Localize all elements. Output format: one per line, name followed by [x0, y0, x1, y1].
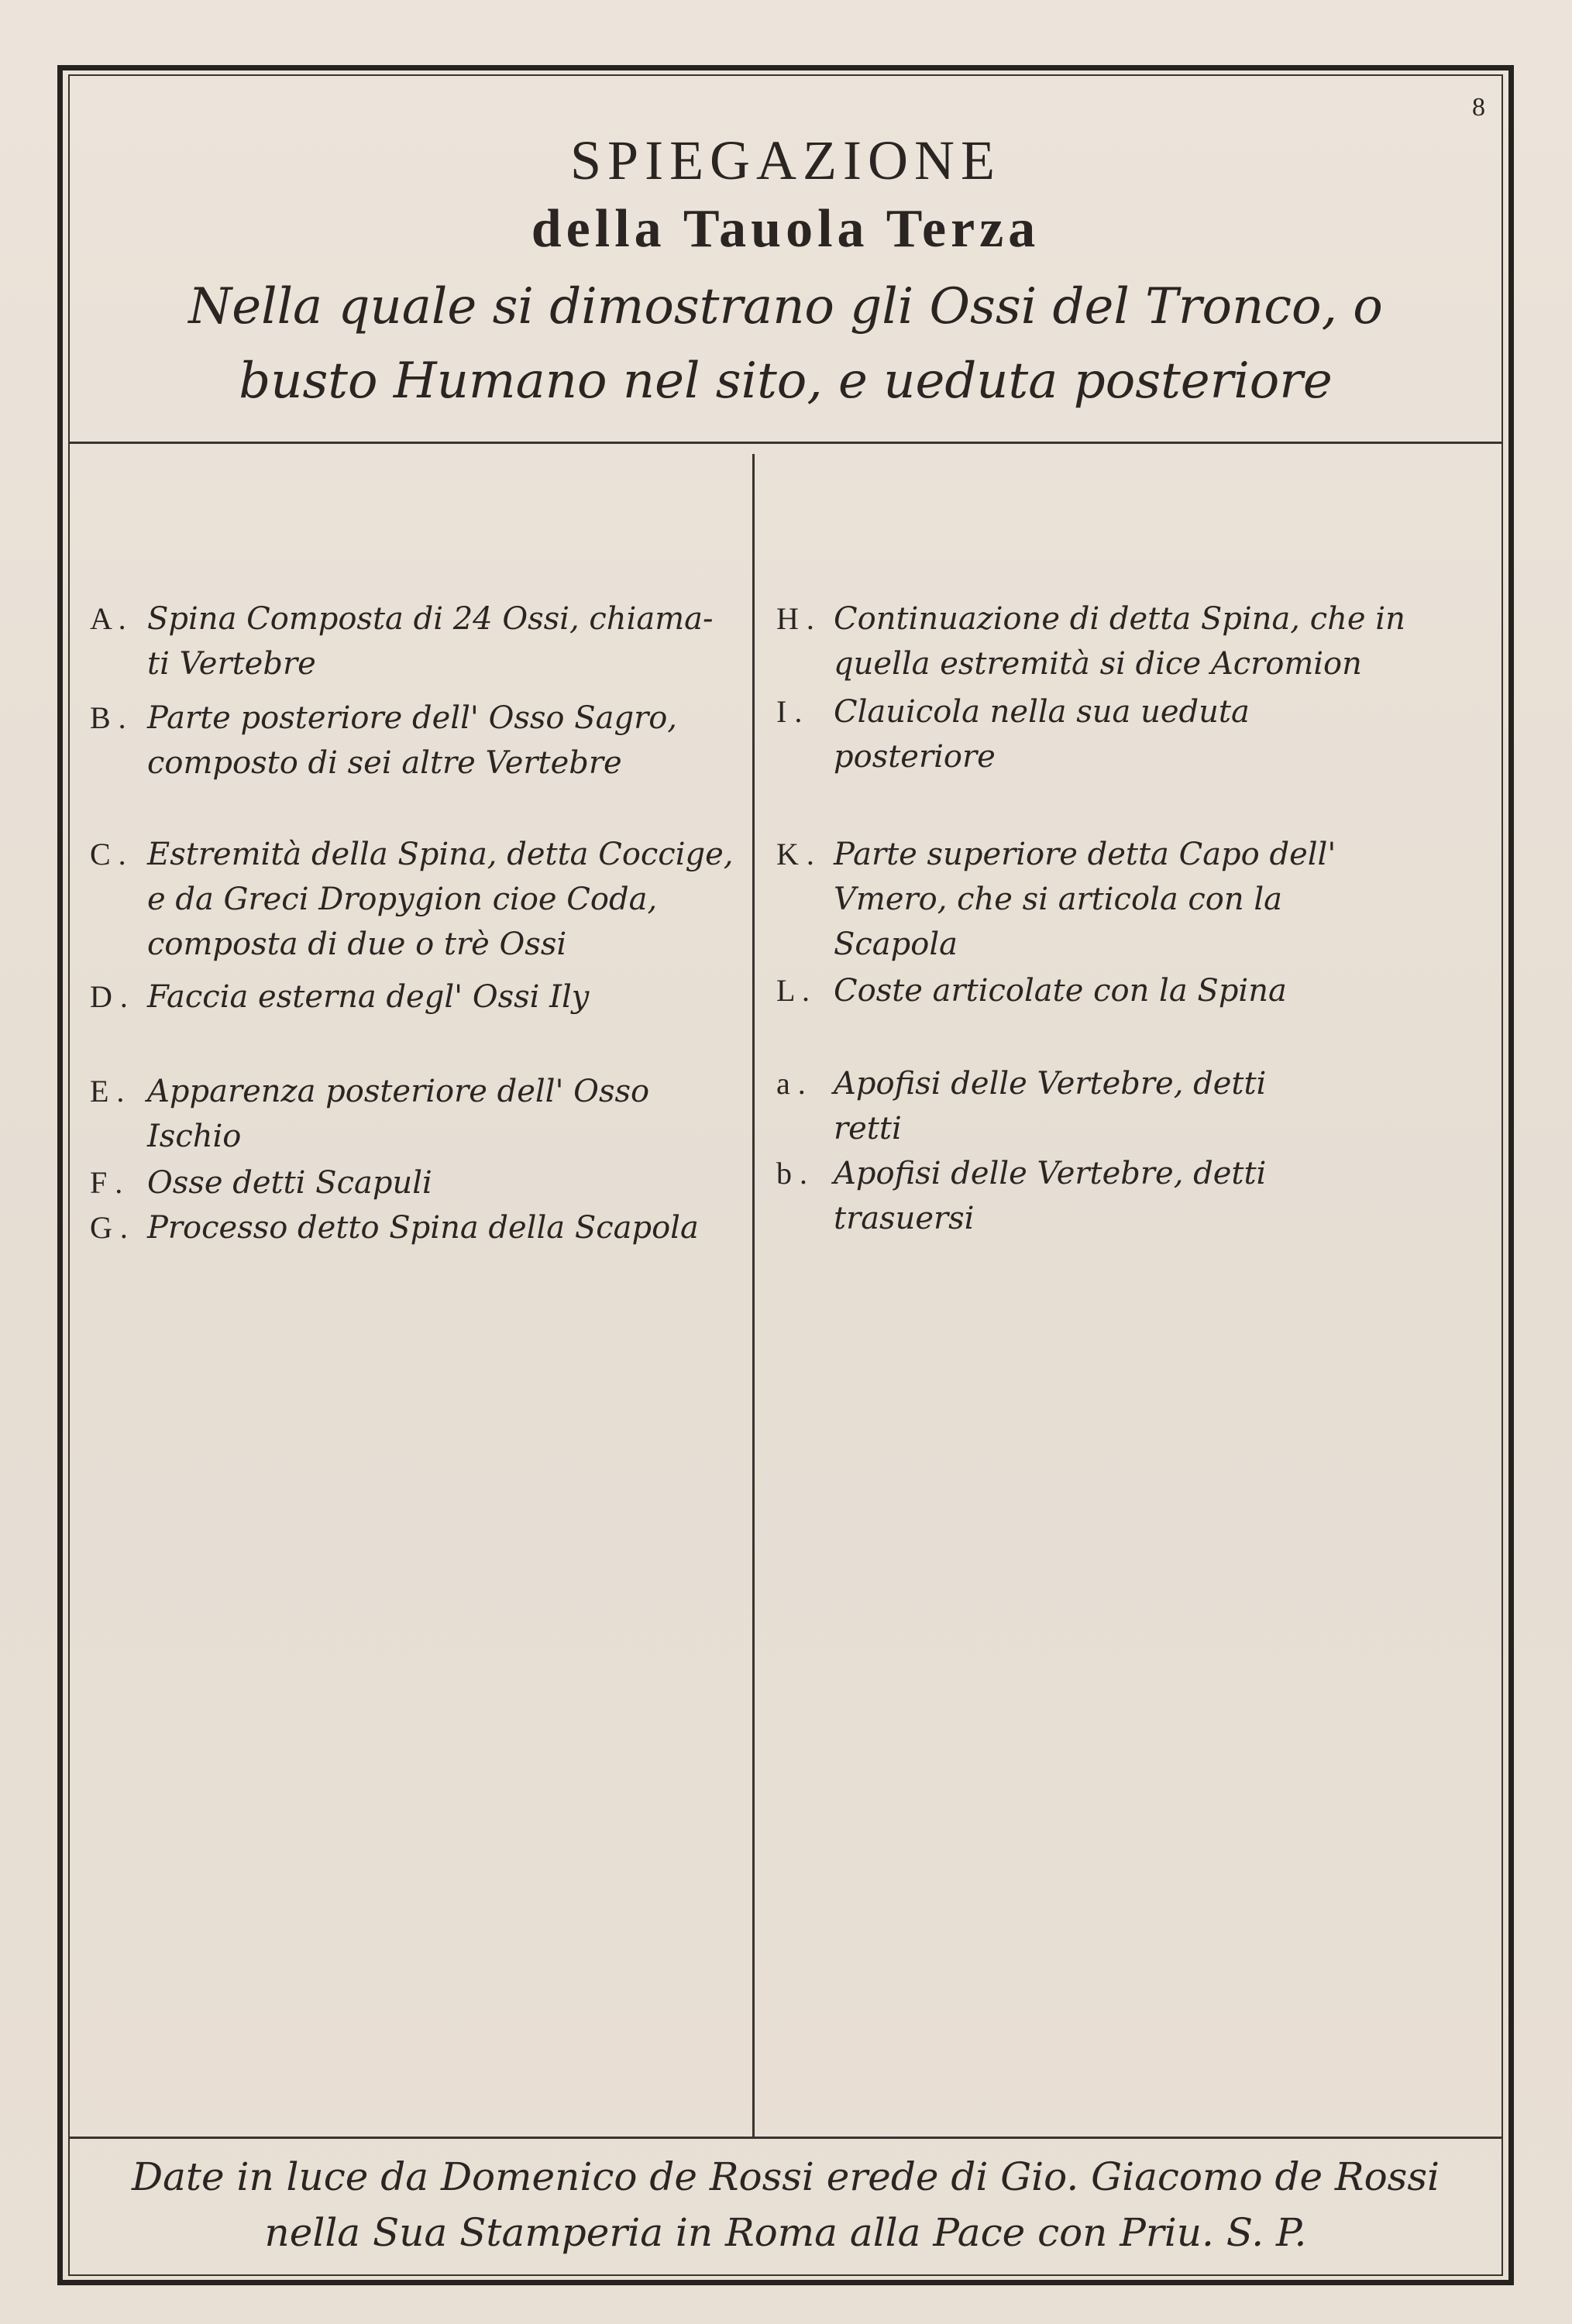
- column-divider: [752, 454, 755, 2138]
- legend-entry-A: [90, 596, 741, 686]
- page-number: 8: [1472, 93, 1485, 122]
- legend-key: a .: [776, 1066, 806, 1101]
- legend-text: Continuazione di detta Spina, che in quella estremità si dice Acromion: [834, 601, 1405, 682]
- legend-entry-C: [90, 832, 741, 967]
- legend-text: Parte posteriore dell' Osso Sagro, composto di sei altre Vertebre: [147, 700, 678, 781]
- legend-text: Apofisi delle Vertebre, detti retti: [834, 1066, 1267, 1147]
- legend-entry-a: [776, 1061, 1474, 1151]
- legend-entry-b: [776, 1151, 1474, 1241]
- legend-key: A .: [90, 601, 126, 636]
- imprint-line-1: Date in luce da Domenico de Rossi erede di Gio. Giacomo de Rossi: [132, 2154, 1440, 2199]
- legend-entry-L: [776, 968, 1474, 1013]
- legend-key: E .: [90, 1074, 125, 1109]
- legend-key: b .: [776, 1156, 807, 1191]
- legend-entry-I: [776, 689, 1474, 779]
- legend-entry-D: [90, 975, 741, 1019]
- page-subtitle: della Tauola Terza: [531, 199, 1041, 259]
- legend-key: D .: [90, 979, 128, 1014]
- description-line-1: Nella quale si dimostrano gli Ossi del Tronco, o: [188, 278, 1383, 335]
- legend-text: Processo detto Spina della Scapola: [147, 1210, 699, 1246]
- legend-entry-G: [90, 1205, 741, 1250]
- legend-entry-K: [776, 832, 1474, 967]
- legend-key: L .: [776, 973, 810, 1008]
- legend-text: Coste articolate con la Spina: [834, 973, 1287, 1009]
- legend-text: Faccia esterna degl' Ossi Ily: [147, 979, 590, 1015]
- header-divider: [70, 442, 1501, 444]
- legend-key: K .: [776, 837, 814, 871]
- plate-description: [101, 270, 1471, 418]
- legend-key: F .: [90, 1165, 123, 1200]
- legend-key: C .: [90, 837, 126, 871]
- legend-key: B .: [90, 700, 126, 735]
- description-line-2: busto Humano nel sito, e ueduta posteriore: [239, 352, 1333, 410]
- legend-text: Estremità della Spina, detta Coccige, e da Greci Dropygion cioe Coda, composta di due o trè Ossi: [147, 837, 734, 962]
- legend-entry-B: [90, 696, 741, 786]
- header: [70, 74, 1501, 442]
- imprint-footer: [70, 2138, 1501, 2276]
- legend-key: H .: [776, 601, 814, 636]
- legend-key: I .: [776, 694, 803, 729]
- legend-text: Parte superiore detta Capo dell' Vmero, che si articola con la Scapola: [834, 837, 1336, 962]
- legend-entry-E: [90, 1069, 741, 1159]
- page-title: SPIEGAZIONE: [570, 129, 1001, 191]
- legend-text: Apofisi delle Vertebre, detti trasuersi: [834, 1156, 1267, 1236]
- legend-entry-H: [776, 596, 1474, 686]
- legend-text: Osse detti Scapuli: [147, 1165, 432, 1201]
- imprint-line-2: nella Sua Stamperia in Roma alla Pace con Priu. S. P.: [264, 2210, 1307, 2255]
- legend-text: Apparenza posteriore dell' Osso Ischio: [147, 1074, 650, 1154]
- legend-text: Clauicola nella sua ueduta posteriore: [834, 694, 1250, 775]
- legend-entry-F: [90, 1160, 741, 1205]
- legend-key: G .: [90, 1210, 128, 1245]
- legend-text: Spina Composta di 24 Ossi, chiama- ti Vertebre: [147, 601, 714, 682]
